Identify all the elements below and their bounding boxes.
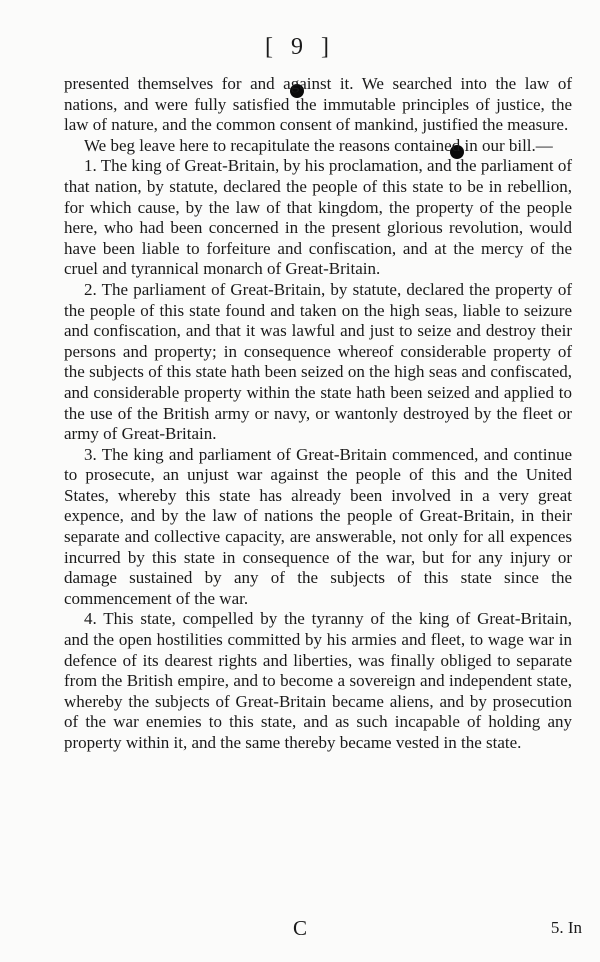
paragraph-reason-3: 3. The king and parliament of Great-Britain commenced, and continue to prosecute, an unjust war against the people of this and the United States, whereby this state has already been involved in a very great expence, and by the law of nations the people of Great-Britain, in their separate and collective capacity, are answerable, not only for all expences incurred by this state in consequence of the war, but for any injury or damage sustained by any of the subjects of this state since the commencement of the war. xyxy=(64,444,572,608)
signature-mark: C xyxy=(292,916,307,940)
paragraph-reason-4: 4. This state, compelled by the tyranny of the king of Great-Britain, and the open hostilities committed by his armies and fleet, to wage war in defence of its dearest rights and liberties, was finally obliged to separate from the British empire, and to become a sovereign and independent state, whereby the subjects of Great-Britain became aliens, and by prosecution of the war enemies to this state, and as such incapable of holding any property within it, and the same thereby became vested in the state. xyxy=(64,609,572,752)
paragraph-continuation: presented themselves for and against it. We searched into the law of nations, and were fully satisfied the immutable principles of justice, the law of nature, and the common consent of mankind, justified the measure. xyxy=(64,74,572,135)
paragraph-reason-1: 1. The king of Great-Britain, by his proclamation, and the parliament of that nation, by statute, declared the people of this state to be in rebellion, for which cause, by the law of that kingdom, the property of the people here, who had been concerned in the present glorious revolution, would have been liable to forfeiture and confiscation, and at the mercy of the cruel and tyrannical monarch of Great-Britain. xyxy=(64,156,572,279)
paragraph-intro: We beg leave here to recapitulate the reasons contained in our bill.— xyxy=(84,135,553,155)
catchword: 5. In xyxy=(550,918,582,937)
paragraph-reason-2: 2. The parliament of Great-Britain, by statute, declared the property of the people of this state found and taken on the high seas, liable to seizure and confiscation, and that it was lawful and just to seize and destroy their persons and property; in consequence whereof considerable property of the subjects of this state hath been seized on the high seas and confiscated, and considerable property within the state hath been seized and applied to the use of the British army or navy, or wantonly destroyed by the fleet or army of Great-Britain. xyxy=(64,279,572,444)
body-text xyxy=(64,74,572,754)
page-number: [ 9 ] xyxy=(265,34,335,60)
